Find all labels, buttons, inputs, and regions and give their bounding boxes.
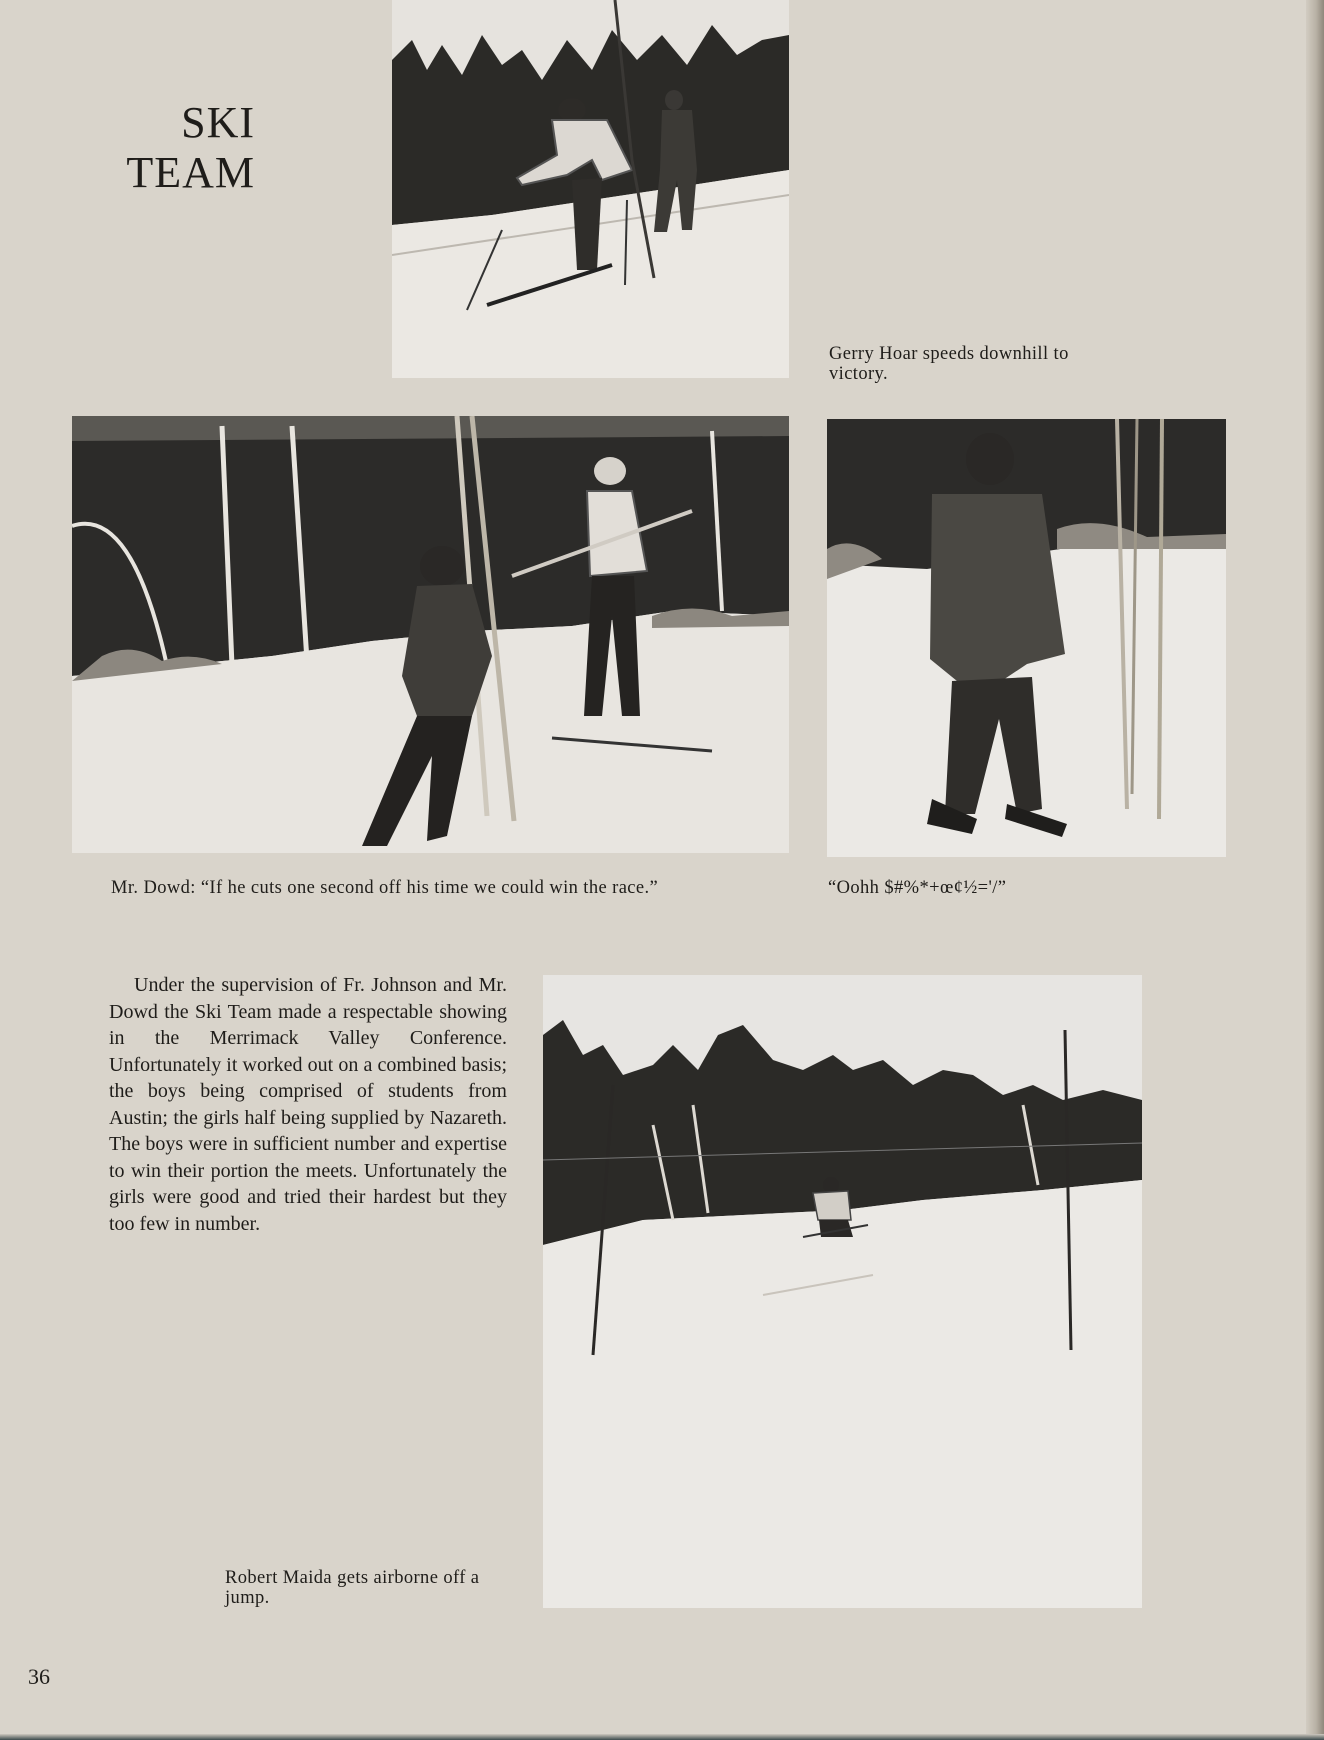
page-bottom-edge [0,1734,1324,1740]
photo-robert-maida [543,975,1142,1608]
page-number: 36 [28,1664,50,1689]
photo-mr-dowd [72,416,789,853]
caption-top-photo: Gerry Hoar speeds downhill to victory. [829,344,1069,384]
page-title: SKI TEAM [126,98,255,197]
photo-skier-downhill [392,0,789,378]
caption-robert-maida: Robert Maida gets airborne off a jump. [225,1568,480,1608]
caption-mr-dowd: Mr. Dowd: “If he cuts one second off his time we could win the race.” [111,878,659,898]
caption-skier-stopwatch: “Oohh $#%*+œ¢½='/” [828,878,1007,898]
page-edge-shadow [1306,0,1324,1740]
photo-skier-stopwatch [827,419,1226,857]
article-body: Under the supervision of Fr. Johnson and Mr. Dowd the Ski Team made a respectable showing in the Merrimack Valley Conference. Unfortunately it worked out on a combined basis; the boys being comprised of students from Austin; the girls half being supplied by Nazareth. The boys were in sufficient number and expertise to win their portion the meets. Unfortunately the girls were good and tried their hardest but they too few in number. [109,974,507,1235]
